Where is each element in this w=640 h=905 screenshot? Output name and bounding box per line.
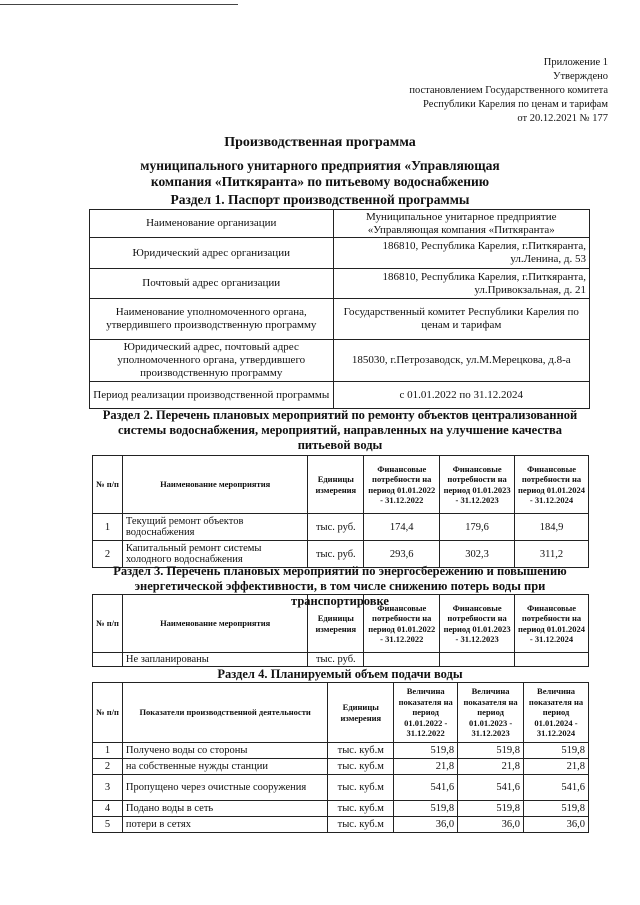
- table-row: [90, 269, 590, 299]
- cell-number: 2: [93, 759, 123, 775]
- cell-number: 2: [93, 541, 123, 568]
- passport-value: 186810, Республика Карелия, г.Питкяранта, ул.Ленина, д. 53: [333, 238, 589, 269]
- table-row: [93, 775, 589, 801]
- cell-unit: тыс. куб.м: [328, 817, 394, 833]
- cell-2023: 179,6: [440, 514, 515, 541]
- table-row: [90, 299, 590, 340]
- passport-label: Юридический адрес, почтовый адрес уполномоченного органа, утвердившего производственную программу: [90, 340, 334, 382]
- cell-unit: тыс. куб.м: [328, 775, 394, 801]
- cell-number: 5: [93, 817, 123, 833]
- cell-2024: 21,8: [524, 759, 589, 775]
- passport-value: Муниципальное унитарное предприятие «Управляющая компания «Питкяранта»: [333, 210, 589, 238]
- cell-2022: [364, 653, 440, 667]
- passport-label: Почтовый адрес организации: [90, 269, 334, 299]
- approval-resolution: постановлением Государственного комитета: [409, 85, 608, 96]
- approval-approved: Утверждено: [553, 71, 608, 82]
- col-header-unit: Единицы измерения: [328, 683, 394, 743]
- cell-name: Капитальный ремонт системы холодного водоснабжения: [122, 541, 307, 568]
- col-header-2023: Финансовые потребности на период 01.01.2023 - 31.12.2023: [440, 456, 515, 514]
- cell-2024: 311,2: [515, 541, 589, 568]
- passport-label: Наименование организации: [90, 210, 334, 238]
- passport-table: [89, 209, 590, 409]
- cell-2022: 519,8: [394, 801, 458, 817]
- cell-number: 3: [93, 775, 123, 801]
- cell-2022: 21,8: [394, 759, 458, 775]
- col-header-2022: Финансовые потребности на период 01.01.2022 - 31.12.2022: [364, 456, 440, 514]
- cell-number: 1: [93, 743, 123, 759]
- cell-2023: [440, 653, 515, 667]
- cell-2022: 519,8: [394, 743, 458, 759]
- passport-value: Государственный комитет Республики Карелия по ценам и тарифам: [333, 299, 589, 340]
- cell-unit: тыс. руб.: [308, 541, 364, 568]
- section3-heading: Раздел 3. Перечень плановых мероприятий по энергосбережению и повышению энергетической эффективности, в том числе снижению потерь воды при транспортировке: [113, 564, 567, 608]
- cell-unit: тыс. руб.: [308, 514, 364, 541]
- cell-name: на собственные нужды станции: [122, 759, 327, 775]
- col-header-2022: Финансовые потребности на период 01.01.2022 - 31.12.2022: [364, 595, 440, 653]
- approval-block: [288, 56, 608, 126]
- cell-name: Пропущено через очистные сооружения: [122, 775, 327, 801]
- col-header-unit: Единицы измерения: [308, 595, 364, 653]
- passport-value: с 01.01.2022 по 31.12.2024: [333, 382, 589, 409]
- cell-name: потери в сетях: [122, 817, 327, 833]
- passport-label: Период реализации производственной программы: [90, 382, 334, 409]
- table-header-row: [93, 456, 589, 514]
- approval-date: от 20.12.2021 № 177: [517, 113, 608, 124]
- cell-2022: 541,6: [394, 775, 458, 801]
- cell-2023: 519,8: [458, 743, 524, 759]
- col-header-2024: Финансовые потребности на период 01.01.2024 - 31.12.2024: [515, 595, 589, 653]
- passport-value: 186810, Республика Карелия, г.Питкяранта, ул.Привокзальная, д. 21: [333, 269, 589, 299]
- cell-number: [93, 653, 123, 667]
- cell-name: Подано воды в сеть: [122, 801, 327, 817]
- table-row: [93, 743, 589, 759]
- col-header-number: № п/п: [93, 595, 123, 653]
- table-row: [93, 514, 589, 541]
- table-row: [90, 382, 590, 409]
- col-header-number: № п/п: [93, 456, 123, 514]
- table-row: [93, 653, 589, 667]
- water-supply-table: [92, 682, 589, 833]
- section4-heading: Раздел 4. Планируемый объем подачи воды: [217, 667, 463, 681]
- passport-value: 185030, г.Петрозаводск, ул.М.Мерецкова, д.8-а: [333, 340, 589, 382]
- col-header-unit: Единицы измерения: [308, 456, 364, 514]
- cell-name: Текущий ремонт объектов водоснабжения: [122, 514, 307, 541]
- col-header-2023: Финансовые потребности на период 01.01.2023 - 31.12.2023: [440, 595, 515, 653]
- col-header-2023: Величина показателя на период 01.01.2023 - 31.12.2023: [458, 683, 524, 743]
- cell-2023: 36,0: [458, 817, 524, 833]
- col-header-2024: Величина показателя на период 01.01.2024 - 31.12.2024: [524, 683, 589, 743]
- cell-unit: тыс. куб.м: [328, 801, 394, 817]
- table-row: [93, 817, 589, 833]
- cell-2024: 36,0: [524, 817, 589, 833]
- cell-unit: тыс. куб.м: [328, 743, 394, 759]
- table-row: [90, 340, 590, 382]
- section2-heading: Раздел 2. Перечень плановых мероприятий по ремонту объектов централизованной системы водоснабжения, мероприятий, направленных на улучшение качества питьевой воды: [102, 408, 578, 452]
- cell-number: 4: [93, 801, 123, 817]
- cell-2024: 519,8: [524, 801, 589, 817]
- passport-label: Юридический адрес организации: [90, 238, 334, 269]
- cell-number: 1: [93, 514, 123, 541]
- cell-2023: 541,6: [458, 775, 524, 801]
- passport-label: Наименование уполномоченного органа, утвердившего производственную программу: [90, 299, 334, 340]
- cell-2024: 184,9: [515, 514, 589, 541]
- col-header-2024: Финансовые потребности на период 01.01.2024 - 31.12.2024: [515, 456, 589, 514]
- col-header-name: Наименование мероприятия: [122, 595, 307, 653]
- cell-name: Получено воды со стороны: [122, 743, 327, 759]
- cell-name: Не запланированы: [122, 653, 307, 667]
- cell-2022: 174,4: [364, 514, 440, 541]
- table-header-row: [93, 595, 589, 653]
- document-subtitle: муниципального унитарного предприятия «Управляющая компания «Питкяранта» по питьевому водоснабжению: [140, 158, 500, 189]
- cell-unit: тыс. руб.: [308, 653, 364, 667]
- cell-2024: [515, 653, 589, 667]
- cell-2024: 541,6: [524, 775, 589, 801]
- cell-2023: 302,3: [440, 541, 515, 568]
- cell-2023: 21,8: [458, 759, 524, 775]
- cell-unit: тыс. куб.м: [328, 759, 394, 775]
- approval-appendix: Приложение 1: [543, 57, 608, 68]
- table-row: [93, 759, 589, 775]
- cell-2023: 519,8: [458, 801, 524, 817]
- table-row: [93, 801, 589, 817]
- top-rule: [0, 4, 238, 5]
- table-row: [90, 238, 590, 269]
- repair-table: [92, 455, 589, 568]
- col-header-number: № п/п: [93, 683, 123, 743]
- table-header-row: [93, 683, 589, 743]
- cell-2022: 36,0: [394, 817, 458, 833]
- col-header-name: Наименование мероприятия: [122, 456, 307, 514]
- cell-2024: 519,8: [524, 743, 589, 759]
- cell-2022: 293,6: [364, 541, 440, 568]
- approval-authority: Республики Карелия по ценам и тарифам: [423, 99, 608, 110]
- section1-heading: Раздел 1. Паспорт производственной программы: [170, 192, 470, 207]
- col-header-2022: Величина показателя на период 01.01.2022 - 31.12.2022: [394, 683, 458, 743]
- document-title: Производственная программа: [224, 135, 416, 150]
- energy-table: [92, 594, 589, 667]
- col-header-indicator: Показатели производственной деятельности: [122, 683, 327, 743]
- table-row: [90, 210, 590, 238]
